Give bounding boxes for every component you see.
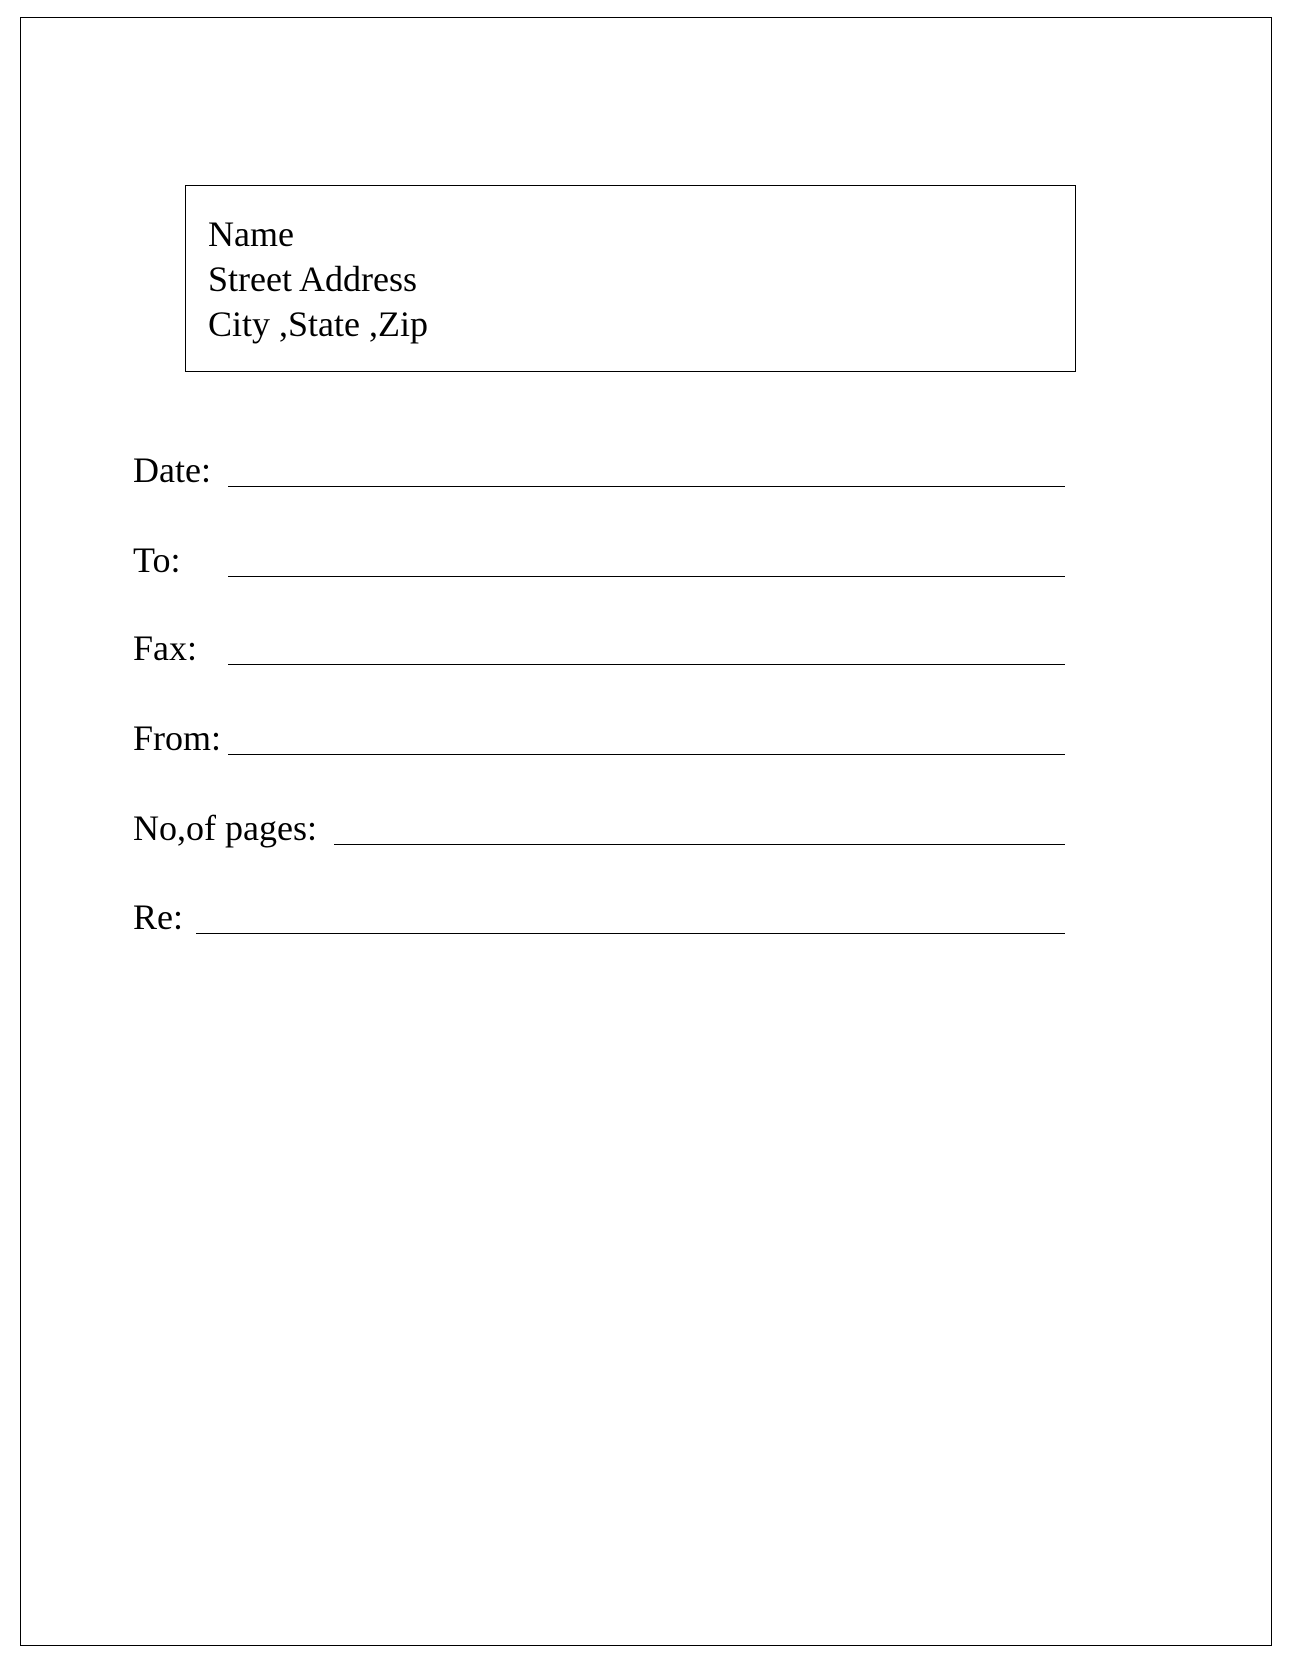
sender-address-box bbox=[185, 185, 1076, 372]
from-label: From: bbox=[133, 718, 222, 758]
re-field-line[interactable] bbox=[196, 933, 1065, 934]
sender-name: Name bbox=[208, 214, 294, 254]
fax-label: Fax: bbox=[133, 628, 198, 668]
pages-row bbox=[133, 798, 1065, 848]
from-row bbox=[133, 708, 1065, 758]
re-row bbox=[133, 887, 1065, 937]
sender-city-state-zip: City ,State ,Zip bbox=[208, 304, 428, 344]
from-field-line[interactable] bbox=[228, 754, 1065, 755]
pages-field-line[interactable] bbox=[334, 844, 1065, 845]
sender-street-address: Street Address bbox=[208, 259, 417, 299]
date-label: Date: bbox=[133, 450, 211, 490]
date-row bbox=[133, 440, 1065, 490]
date-field-line[interactable] bbox=[228, 486, 1065, 487]
fax-row bbox=[133, 618, 1065, 668]
to-row bbox=[133, 530, 1065, 580]
fax-field-line[interactable] bbox=[228, 664, 1065, 665]
to-field-line[interactable] bbox=[228, 576, 1065, 577]
pages-label: No,of pages: bbox=[133, 808, 317, 848]
to-label: To: bbox=[133, 540, 181, 580]
re-label: Re: bbox=[133, 897, 183, 937]
